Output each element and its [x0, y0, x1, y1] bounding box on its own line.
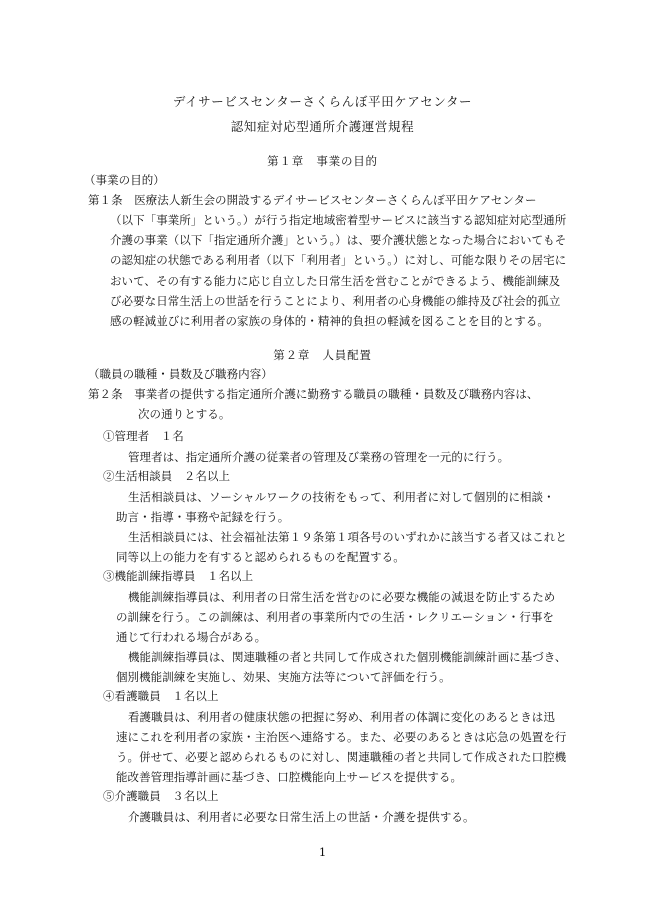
- section-label: （職員の職種・員数及び職務内容）: [88, 367, 273, 381]
- page-number: 1: [318, 845, 327, 859]
- section-label: （事業の目的）: [84, 173, 165, 187]
- article-line: 次の通りとする。: [138, 407, 231, 421]
- staff-description: 管理者は、指定通所介護の従業者の管理及び業務の管理を一元的に行う。: [128, 450, 510, 464]
- staff-description: の訓練を行う。この訓練は、利用者の事業所内での生活・レクリエーション・行事を: [116, 610, 554, 624]
- staff-description: 速にこれを利用者の家族・主治医へ連絡する。また、必要のあるときは応急の処置を行: [116, 730, 567, 744]
- staff-description: 機能訓練指導員は、関連職種の者と共同して作成された個別機能訓練計画に基づき、: [128, 650, 567, 664]
- staff-heading: ③機能訓練指導員 １名以上: [103, 569, 254, 583]
- chapter-heading: 第１章 事業の目的: [267, 154, 378, 168]
- document-subtitle: 認知症対応型通所介護運営規程: [230, 119, 415, 134]
- chapter-heading: 第２章 人員配置: [273, 348, 372, 362]
- article-line: 第１条 医療法人新生会の開設するデイサービスセンターさくらんぼ平田ケアセンター: [88, 193, 537, 207]
- staff-description: 通じて行われる場合がある。: [116, 630, 267, 644]
- staff-description: 生活相談員は、ソーシャルワークの技術をもって、利用者に対して個別的に相談・: [128, 490, 555, 504]
- staff-description: 介護職員は、利用者に必要な日常生活上の世話・介護を提供する。: [128, 810, 475, 824]
- staff-heading: ①管理者 １名: [103, 429, 184, 443]
- staff-description: 機能訓練指導員は、利用者の日常生活を営むのに必要な機能の減退を防止するため: [128, 590, 556, 604]
- staff-description: 同等以上の能力を有すると認められるものを配置する。: [116, 550, 405, 564]
- article-line: 介護の事業（以下「指定通所介護」という。）は、要介護状態となった場合においてもそ: [110, 233, 567, 247]
- staff-description: 能改善管理指導計画に基づき、口腔機能向上サービスを提供する。: [116, 770, 463, 784]
- document-title: デイサービスセンターさくらんぼ平田ケアセンター: [172, 94, 473, 109]
- article-line: 感の軽減並びに利用者の家族の身体的・精神的負担の軽減を図ることを目的とする。: [110, 314, 549, 328]
- article-line: 第２条 事業者の提供する指定通所介護に勤務する職員の職種・員数及び職務内容は、: [88, 387, 539, 401]
- staff-description: う。併せて、必要と認められるものに対し、関連職種の者と共同して作成された口腔機: [116, 750, 567, 764]
- staff-heading: ⑤介護職員 ３名以上: [103, 789, 219, 803]
- article-line: （以下「事業所」という。）が行う指定地域密着型サービスに該当する認知症対応型通所: [110, 213, 567, 227]
- staff-description: 生活相談員には、社会福祉法第１９条第１項各号のいずれかに該当する者又はこれと: [128, 530, 567, 544]
- article-line: び必要な日常生活上の世話を行うことにより、利用者の心身機能の維持及び社会的孤立: [110, 294, 561, 308]
- staff-heading: ②生活相談員 ２名以上: [103, 469, 231, 483]
- staff-heading: ④看護職員 １名以上: [103, 689, 219, 703]
- article-line: の認知症の状態である利用者（以下「利用者」という。）に対し、可能な限りその居宅に: [110, 253, 567, 267]
- article-line: おいて、その有する能力に応じ自立した日常生活を営むことができるよう、機能訓練及: [110, 274, 561, 288]
- staff-description: 助言・指導・事務や記録を行う。: [116, 510, 290, 524]
- staff-description: 看護職員は、利用者の健康状態の把握に努め、利用者の体調に変化のあるときは迅: [128, 710, 555, 724]
- staff-description: 個別機能訓練を実施し、効果、実施方法等について評価を行う。: [116, 670, 451, 684]
